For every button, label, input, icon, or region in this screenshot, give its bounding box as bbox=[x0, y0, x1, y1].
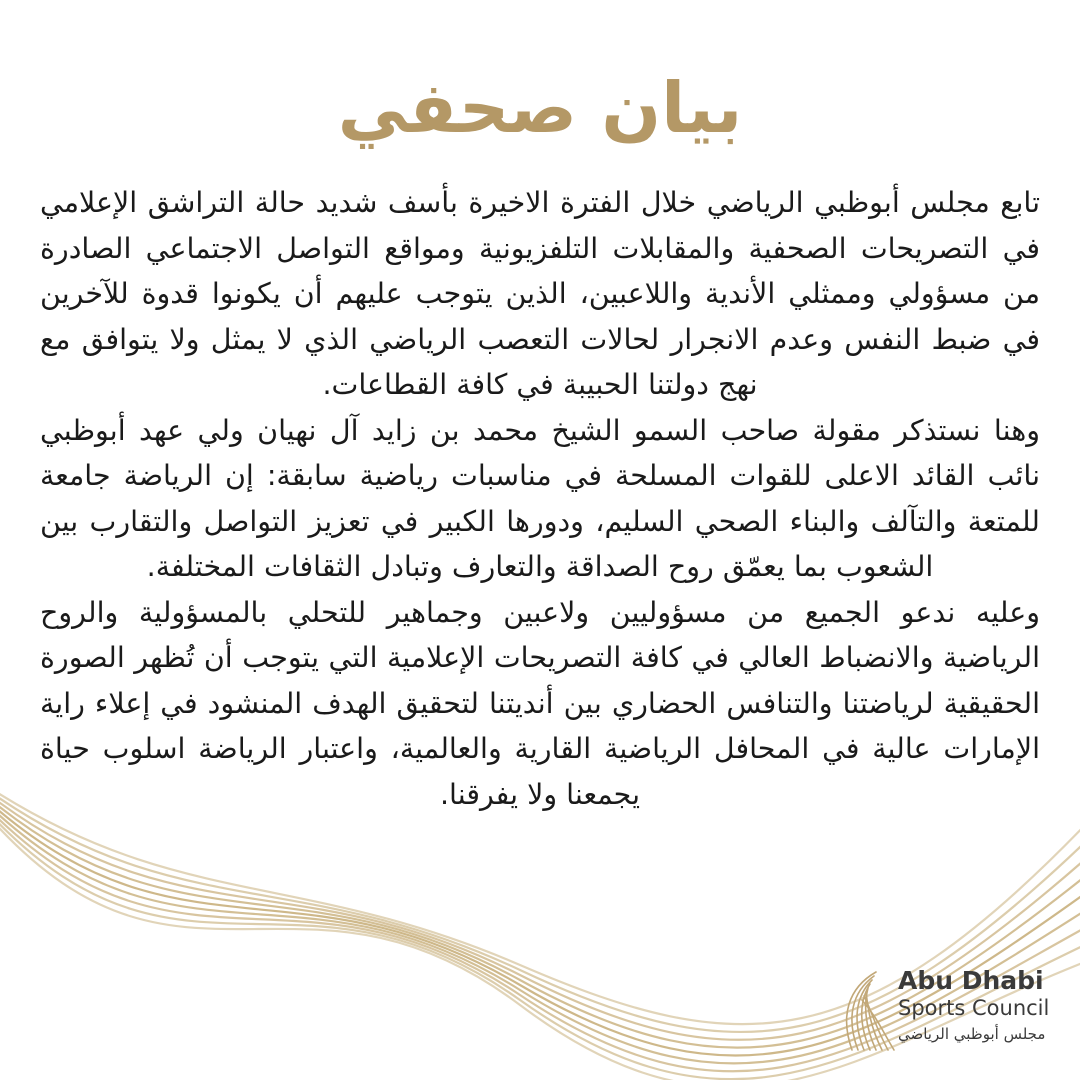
logo-name-en-line1: Abu Dhabi bbox=[898, 966, 1044, 995]
flame-lines-icon bbox=[818, 966, 898, 1052]
statement-body bbox=[40, 180, 1040, 817]
logo-name-ar: مجلس أبوظبي الرياضي bbox=[898, 1025, 1046, 1043]
statement-paragraph-2: وهنا نستذكر مقولة صاحب السمو الشيخ محمد بن زايد آل نهيان ولي عهد أبوظبي نائب القائد الاعلى للقوات المسلحة في مناسبات رياضية سابقة: إن الرياضة جامعة للمتعة والتآلف والبناء الصحي السليم، ودورها الكبير في تعزيز التواصل والتقارب بين الشعوب بما يعمّق روح الصداقة والتعارف وتبادل الثقافات المختلفة. bbox=[40, 413, 1040, 583]
statement-paragraph-1: تابع مجلس أبوظبي الرياضي خلال الفترة الاخيرة بأسف شديد حالة التراشق الإعلامي في التصريحات الصحفية والمقابلات التلفزيونية ومواقع التواصل الاجتماعي الصادرة من مسؤولي وممثلي الأندية واللاعبين، الذين يتوجب عليهم أن يكونوا قدوة للآخرين في ضبط النفس وعدم الانجرار لحالات التعصب الرياضي الذي لا يمثل ولا يتوافق مع نهج دولتنا الحبيبة في كافة القطاعات. bbox=[40, 186, 1040, 401]
statement-paragraph-3: وعليه ندعو الجميع من مسؤوليين ولاعبين وجماهير للتحلي بالمسؤولية والروح الرياضية والانضباط العالي في كافة التصريحات الإعلامية التي يتوجب أن تُظهر الصورة الحقيقية لرياضتنا والتنافس الحضاري بين أنديتنا لتحقيق الهدف المنشود في إعلاء راية الإمارات عالية في المحافل الرياضية القارية والعالمية، واعتبار الرياضة اسلوب حياة يجمعنا ولا يفرقنا. bbox=[40, 595, 1040, 811]
logo-name-en-line2: Sports Council bbox=[898, 996, 1050, 1020]
logo-wordmark bbox=[898, 966, 1058, 1047]
page-title: بيان صحفي bbox=[337, 67, 743, 149]
abu-dhabi-sports-council-logo bbox=[818, 966, 1058, 1056]
